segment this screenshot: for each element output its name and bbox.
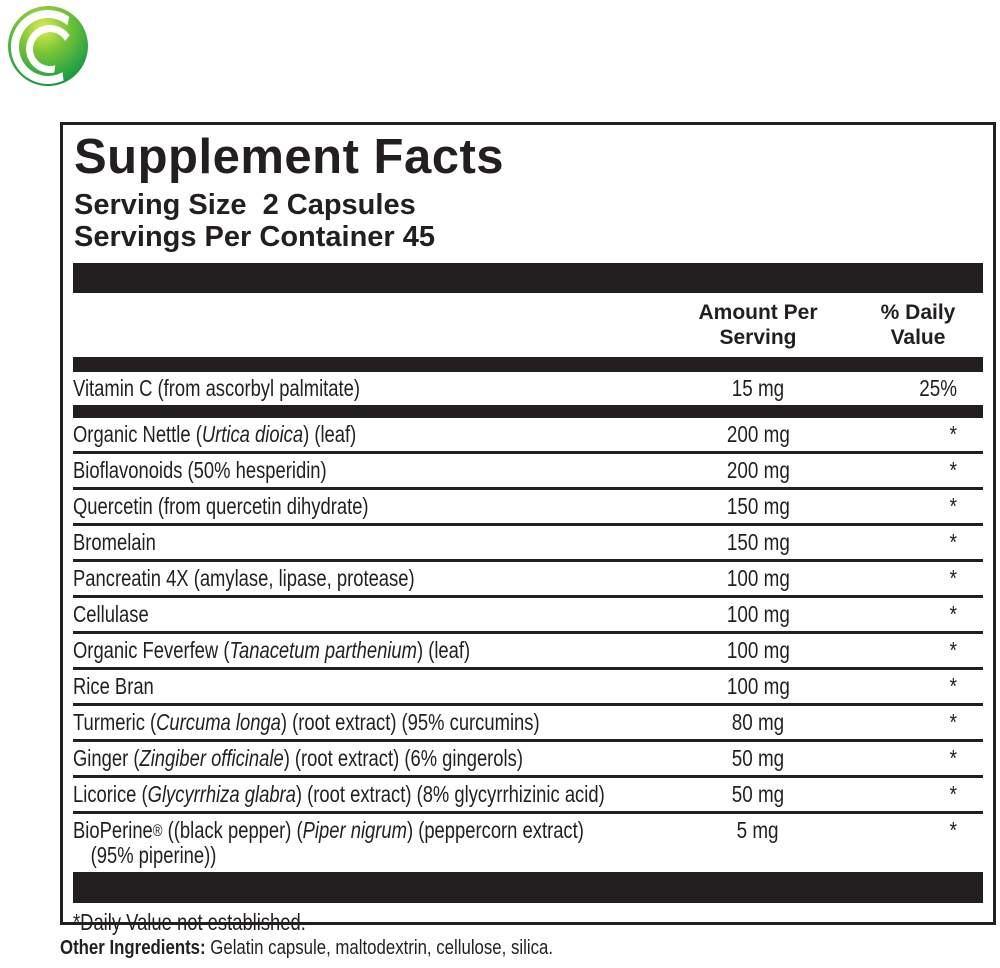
percent-daily-value-header	[823, 300, 983, 350]
row-name: Bioflavonoids (50% hesperidin)	[73, 457, 327, 483]
row-daily-value: *	[949, 745, 957, 771]
row-name: Organic Nettle (Urtica dioica) (leaf)	[73, 421, 357, 447]
panel-title: Supplement Facts	[74, 130, 505, 184]
row-daily-value: *	[949, 817, 957, 843]
row-amount: 100 mg	[726, 601, 790, 627]
table-row	[73, 418, 983, 451]
row-amount: 100 mg	[726, 565, 790, 591]
row-amount: 50 mg	[731, 781, 785, 807]
table-row	[73, 559, 983, 595]
row-name: Rice Bran	[73, 673, 154, 699]
dv-header-line2: Value	[890, 326, 946, 349]
table-row	[73, 595, 983, 631]
row-name: Ginger (Zingiber officinale) (root extract) (6% gingerols)	[73, 745, 523, 771]
row-daily-value: *	[949, 781, 957, 807]
other-ingredients-label: Other Ingredients:	[60, 937, 206, 959]
supplement-facts-panel	[60, 122, 996, 936]
row-name: Turmeric (Curcuma longa) (root extract) (95% curcumins)	[73, 709, 540, 735]
row-amount: 200 mg	[726, 421, 790, 447]
row-daily-value: *	[949, 529, 957, 555]
table-row	[73, 631, 983, 667]
row-name: BioPerine® ((black pepper) (Piper nigrum) (peppercorn extract) (95% piperine))	[73, 817, 584, 869]
other-ingredients-line	[60, 936, 647, 960]
row-amount: 100 mg	[726, 637, 790, 663]
column-headers	[73, 293, 983, 357]
row-daily-value: *	[949, 673, 957, 699]
row-daily-value: *	[949, 493, 957, 519]
table-row	[73, 739, 983, 775]
row-name: Bromelain	[73, 529, 156, 555]
table-row	[73, 667, 983, 703]
row-amount: 150 mg	[726, 529, 790, 555]
row-name: Licorice (Glycyrrhiza glabra) (root extract) (8% glycyrrhizinic acid)	[73, 781, 605, 807]
serving-size-line: Serving Size 2 Capsules	[74, 189, 416, 221]
other-ingredients-text: Gelatin capsule, maltodextrin, cellulose, silica.	[205, 937, 553, 959]
servings-per-container-line: Servings Per Container 45	[74, 221, 436, 253]
row-daily-value: *	[949, 421, 957, 447]
ingredient-rows	[73, 418, 983, 872]
table-row	[73, 811, 983, 872]
bottom-thick-divider	[73, 872, 983, 903]
row-amount: 200 mg	[726, 457, 790, 483]
vitamin-divider	[73, 405, 983, 418]
table-row	[73, 703, 983, 739]
row-daily-value: 25%	[919, 375, 957, 401]
row-daily-value: *	[949, 601, 957, 627]
top-thick-divider	[73, 263, 983, 293]
amount-header-line2: Serving	[719, 326, 797, 349]
row-name: Pancreatin 4X (amylase, lipase, protease)	[73, 565, 415, 591]
row-amount: 80 mg	[731, 709, 785, 735]
row-daily-value: *	[949, 457, 957, 483]
row-amount: 100 mg	[726, 673, 790, 699]
row-name: Quercetin (from quercetin dihydrate)	[73, 493, 369, 519]
table-row	[73, 523, 983, 559]
brand-sphere-icon	[6, 4, 90, 88]
table-row	[73, 487, 983, 523]
table-row	[73, 775, 983, 811]
header-divider	[73, 357, 983, 372]
sphere-shape	[8, 6, 88, 86]
amount-per-serving-header	[693, 300, 823, 350]
dv-header-line1: % Daily	[880, 301, 956, 324]
row-name: Vitamin C (from ascorbyl palmitate)	[73, 375, 360, 401]
daily-value-footnote: *Daily Value not established.	[73, 909, 306, 936]
row-amount: 5 mg	[737, 817, 779, 843]
row-daily-value: *	[949, 637, 957, 663]
vitamin-c-row	[73, 372, 983, 405]
row-amount: 50 mg	[731, 745, 785, 771]
row-amount: 15 mg	[731, 375, 785, 401]
amount-header-line1: Amount Per	[698, 301, 818, 324]
row-amount: 150 mg	[726, 493, 790, 519]
row-daily-value: *	[949, 565, 957, 591]
row-name: Organic Feverfew (Tanacetum parthenium) (leaf)	[73, 637, 471, 663]
table-row	[73, 451, 983, 487]
row-name: Cellulase	[73, 601, 149, 627]
row-daily-value: *	[949, 709, 957, 735]
